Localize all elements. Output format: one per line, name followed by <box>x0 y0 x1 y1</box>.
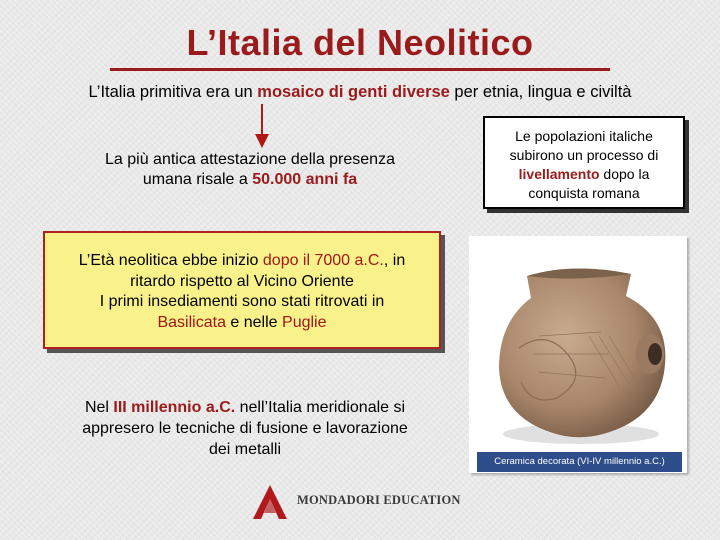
neolithic-age-box: L’Età neolitica ebbe inizio dopo il 7000 a.C., in ritardo rispetto al Vicino Oriente I primi insediamenti sono stati ritrovati in Basilicata e nelle Puglie <box>43 231 441 349</box>
intro-highlight: mosaico di genti diverse <box>257 83 450 101</box>
puglie-highlight: Puglie <box>282 313 327 331</box>
intro-text: L’Italia primitiva era un mosaico di genti diverse per etnia, lingua e civiltà <box>88 83 632 101</box>
basilicata-highlight: Basilicata <box>157 313 226 331</box>
publisher-name: MONDADORI EDUCATION <box>297 493 461 507</box>
millennium-highlight: III millennio a.C. <box>113 399 236 416</box>
attestation-highlight: 50.000 anni fa <box>252 170 358 188</box>
slide-title: L’Italia del Neolitico <box>186 22 534 63</box>
photo-caption: Ceramica decorata (VI-IV millennio a.C.) <box>477 452 682 472</box>
publisher-logo-icon <box>250 483 294 521</box>
date-highlight: dopo il 7000 a.C. <box>262 252 384 269</box>
down-arrow-icon <box>254 104 270 150</box>
italic-peoples-box: Le popolazioni italiche subirono un processo di livellamento dopo la conquista romana <box>483 116 685 209</box>
attestation-text: La più antica attestazione della presenza umana risale a 50.000 anni fa <box>105 151 395 188</box>
pottery-vessel-image <box>469 236 687 473</box>
pottery-photo <box>469 236 687 473</box>
livellamento-highlight: livellamento <box>518 166 600 182</box>
title-underline <box>110 68 610 71</box>
metals-text: Nel III millennio a.C. nell’Italia meridionale si appresero le tecniche di fusione e lavorazione dei metalli <box>82 399 408 458</box>
